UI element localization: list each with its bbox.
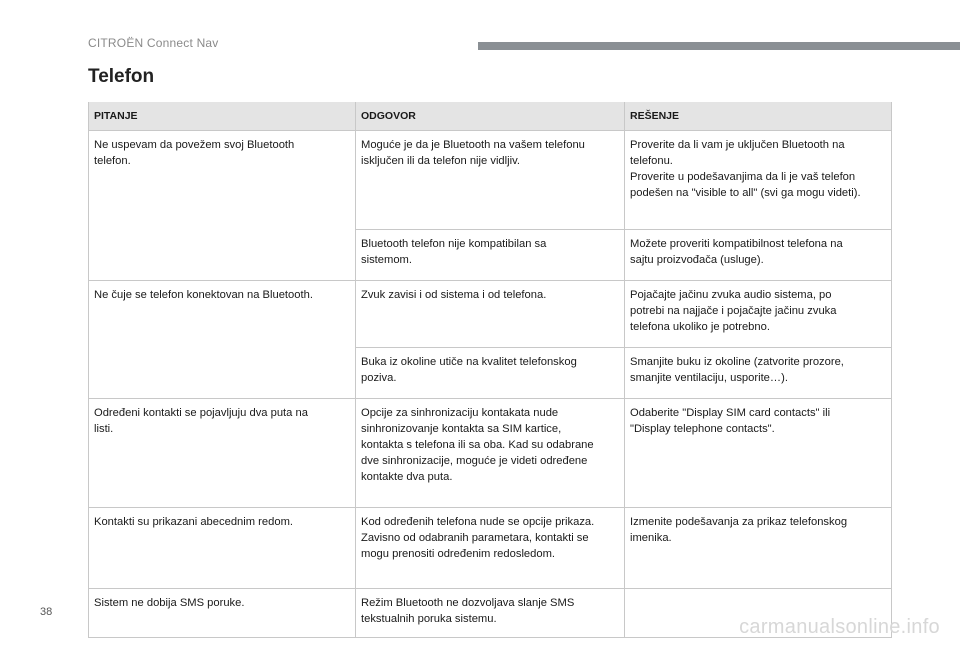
answer-cell: Zvuk zavisi i od sistema i od telefona. [356, 281, 625, 348]
table-row [89, 508, 892, 589]
table-row [89, 131, 892, 230]
troubleshooting-table [88, 102, 892, 638]
solution-cell: Smanjite buku iz okoline (zatvorite prozore, smanjite ventilaciju, usporite…). [625, 348, 892, 399]
column-header-question: PITANJE [89, 102, 356, 131]
page-title: Telefon [88, 66, 155, 87]
header-bar [478, 42, 960, 50]
answer-cell: Režim Bluetooth ne dozvoljava slanje SMS tekstualnih poruka sistemu. [356, 589, 625, 638]
answer-cell: Bluetooth telefon nije kompatibilan sa sistemom. [356, 230, 625, 281]
solution-cell: Pojačajte jačinu zvuka audio sistema, po potrebi na najjače i pojačajte jačinu zvuka telefona ukoliko je potrebno. [625, 281, 892, 348]
column-header-answer: ODGOVOR [356, 102, 625, 131]
question-cell: Ne čuje se telefon konektovan na Bluetooth. [89, 281, 356, 399]
answer-cell: Opcije za sinhronizaciju kontakata nude sinhronizovanje kontakta sa SIM kartice, kontakta s telefona ili sa oba. Kad su odabrane dve sinhronizacije, moguće je videti određene kontakte dva puta. [356, 399, 625, 508]
question-cell: Kontakti su prikazani abecednim redom. [89, 508, 356, 589]
manual-title: CITROËN Connect Nav [88, 36, 219, 50]
table-header-row [89, 102, 892, 131]
answer-cell: Buka iz okoline utiče na kvalitet telefonskog poziva. [356, 348, 625, 399]
watermark: carmanualsonline.info [739, 616, 940, 638]
solution-cell: Izmenite podešavanja za prikaz telefonskog imenika. [625, 508, 892, 589]
page-number: 38 [40, 606, 53, 618]
solution-cell: Možete proveriti kompatibilnost telefona na sajtu proizvođača (usluge). [625, 230, 892, 281]
solution-cell: Odaberite "Display SIM card contacts" ili "Display telephone contacts". [625, 399, 892, 508]
question-cell: Sistem ne dobija SMS poruke. [94, 597, 245, 609]
table-row [89, 399, 892, 508]
table-row [89, 281, 892, 348]
question-cell: Određeni kontakti se pojavljuju dva puta na listi. [89, 399, 356, 508]
column-header-solution: REŠENJE [625, 102, 892, 131]
question-cell: Ne uspevam da povežem svoj Bluetooth telefon. [89, 131, 356, 281]
answer-cell: Moguće je da je Bluetooth na vašem telefonu isključen ili da telefon nije vidljiv. [356, 131, 625, 230]
solution-cell: Proverite da li vam je uključen Bluetooth na telefonu. Proverite u podešavanjima da li je vaš telefon podešen na "visible to all" (svi ga mogu videti). [625, 131, 892, 230]
answer-cell: Kod određenih telefona nude se opcije prikaza. Zavisno od odabranih parametara, kontakti se mogu prenositi određenim redosledom. [356, 508, 625, 589]
